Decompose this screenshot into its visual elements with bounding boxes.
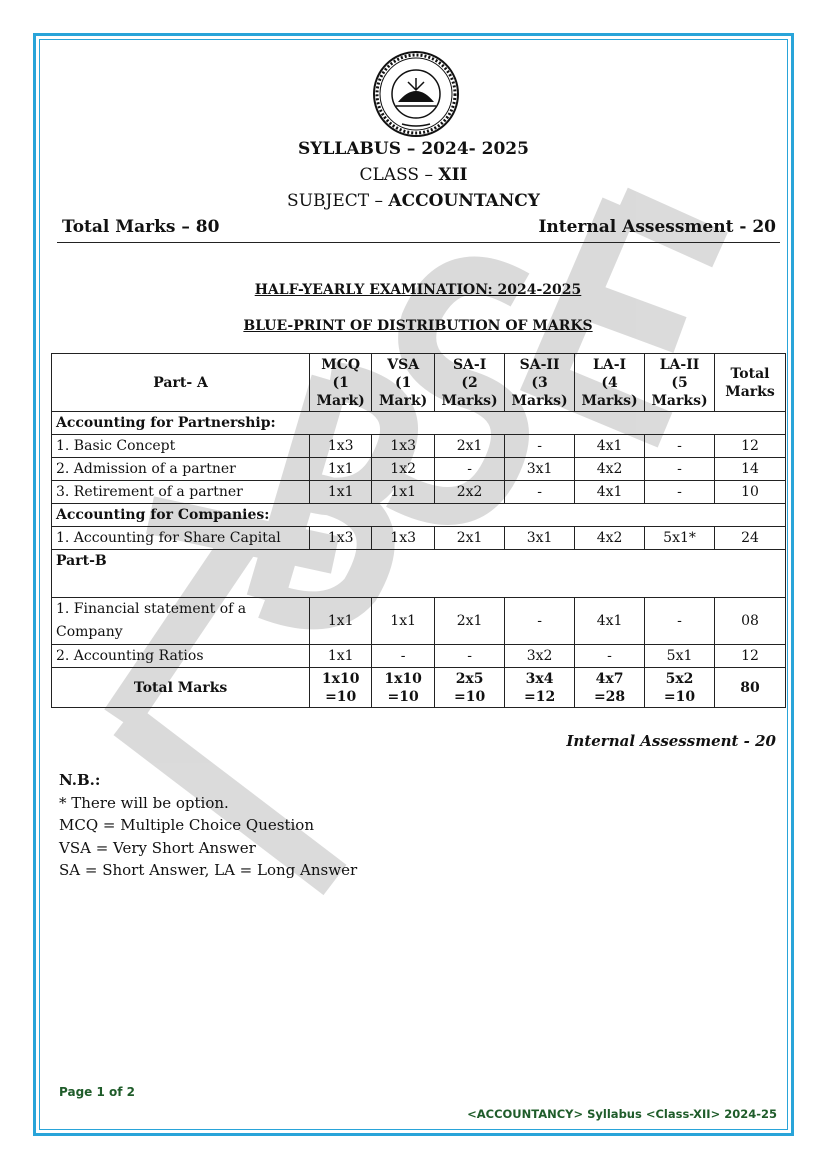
header-divider: [57, 242, 780, 243]
col-mcq: MCQ (1 Mark): [310, 354, 372, 412]
note-line: * There will be option.: [59, 793, 229, 812]
exam-heading: HALF-YEARLY EXAMINATION: 2024-2025: [254, 282, 582, 298]
table-header-row: [52, 354, 786, 412]
section-row-part-b: Part-B: [52, 550, 786, 598]
note-line: VSA = Very Short Answer: [59, 838, 256, 857]
section-row-companies: Accounting for Companies:: [52, 504, 786, 527]
internal-assessment-note: Internal Assessment - 20: [566, 732, 776, 750]
table-row: 1. Basic Concept 1x3 1x3 2x1 - 4x1 - 12: [52, 435, 786, 458]
table-row: 3. Retirement of a partner 1x1 1x1 2x2 - 4x1 - 10: [52, 481, 786, 504]
blueprint-heading: BLUE-PRINT OF DISTRIBUTION OF MARKS: [243, 318, 593, 334]
col-sa2: SA-II (3 Marks): [505, 354, 575, 412]
notes-title: N.B.:: [59, 771, 101, 789]
col-la1: LA-I (4 Marks): [575, 354, 645, 412]
total-row: Total Marks 1x10 =10 1x10 =10 2x5 =10 3x4 =12 4x7 =28 5x2 =10 80: [52, 668, 786, 708]
internal-assessment: Internal Assessment - 20: [538, 217, 776, 237]
section-row-partnership: Accounting for Partnership:: [52, 412, 786, 435]
subject-line: [0, 191, 827, 211]
part-a-header: Part- A: [52, 354, 310, 412]
col-total: Total Marks: [715, 354, 786, 412]
board-seal-logo: [372, 50, 460, 138]
syllabus-title: SYLLABUS – 2024- 2025: [298, 139, 529, 159]
note-line: SA = Short Answer, LA = Long Answer: [59, 861, 358, 879]
page-number: Page 1 of 2: [59, 1085, 135, 1099]
table-row: 2. Admission of a partner 1x1 1x2 - 3x1 4x2 - 14: [52, 458, 786, 481]
col-vsa: VSA (1 Mark): [372, 354, 435, 412]
subject-prefix: SUBJECT –: [287, 191, 389, 211]
class-value: XII: [438, 165, 468, 185]
class-prefix: CLASS –: [359, 165, 439, 185]
total-marks: Total Marks – 80: [62, 217, 220, 237]
table-row: 2. Accounting Ratios 1x1 - - 3x2 - 5x1 12: [52, 645, 786, 668]
col-la2: LA-II (5 Marks): [645, 354, 715, 412]
note-line: MCQ = Multiple Choice Question: [59, 816, 314, 834]
table-row: 1. Accounting for Share Capital 1x3 1x3 2x1 3x1 4x2 5x1* 24: [52, 527, 786, 550]
class-line: [0, 165, 827, 185]
footer-doc-label: <ACCOUNTANCY> Syllabus <Class-XII> 2024-25: [467, 1107, 777, 1121]
subject-value: ACCOUNTANCY: [388, 191, 540, 211]
col-sa1: SA-I (2 Marks): [435, 354, 505, 412]
table-row: 1. Financial statement of a Company 1x1 1x1 2x1 - 4x1 - 08: [52, 598, 786, 645]
notes-block: [59, 769, 357, 882]
blueprint-table: [51, 353, 786, 708]
